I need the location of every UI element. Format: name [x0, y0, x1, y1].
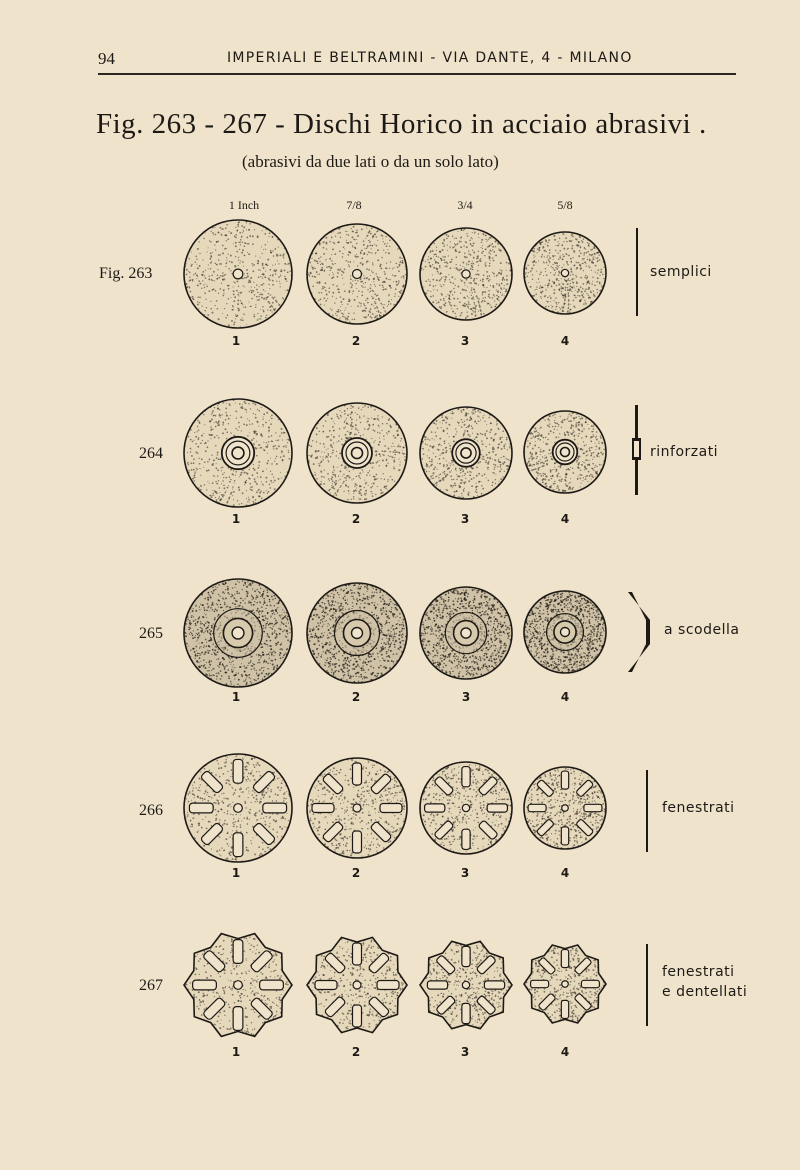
row-label-line: e dentellati	[662, 984, 748, 1000]
disc-number: 1	[231, 690, 241, 704]
size-label-4: 5/8	[557, 198, 573, 212]
running-head: IMPERIALI E BELTRAMINI - VIA DANTE, 4 - MILANO	[227, 50, 633, 66]
disc-number: 1	[231, 866, 241, 880]
disc-267-3	[418, 937, 514, 1033]
disc-265-1	[182, 577, 294, 689]
disc-266-1	[182, 752, 294, 864]
row-label-line: fenestrati	[662, 800, 735, 816]
disc-number: 4	[560, 1045, 570, 1059]
disc-267-4	[522, 941, 608, 1027]
disc-number: 1	[231, 334, 241, 348]
disc-number: 2	[351, 1045, 361, 1059]
size-label-1: 1 Inch	[228, 198, 260, 212]
disc-266-3	[418, 760, 514, 856]
fig-label-265: 265	[139, 625, 163, 642]
row-label-266	[662, 798, 735, 818]
disc-264-4	[522, 409, 608, 495]
disc-265-2	[305, 581, 409, 685]
header-rule	[98, 73, 736, 75]
disc-263-3	[418, 226, 514, 322]
fig-label-263: Fig. 263	[99, 265, 153, 282]
row-label-line: fenestrati	[662, 964, 735, 980]
row-label-267	[662, 962, 747, 1002]
disc-number: 4	[560, 866, 570, 880]
disc-number: 1	[231, 512, 241, 526]
disc-number: 3	[460, 866, 470, 880]
disc-number: 3	[460, 334, 470, 348]
disc-number: 2	[351, 512, 361, 526]
fig-label-266: 266	[139, 802, 163, 819]
profile-bar-fenestrati	[646, 770, 648, 852]
disc-264-1	[182, 397, 294, 509]
disc-265-4	[522, 589, 608, 675]
row-label-line: rinforzati	[650, 444, 719, 460]
disc-number: 2	[351, 866, 361, 880]
disc-number: 4	[560, 512, 570, 526]
disc-number: 2	[351, 334, 361, 348]
row-label-265	[664, 620, 739, 640]
profile-bar-dentellati	[646, 944, 648, 1026]
disc-264-3	[418, 405, 514, 501]
size-label-2: 7/8	[346, 198, 362, 212]
disc-number: 4	[560, 690, 570, 704]
profile-bar-semplici	[636, 228, 638, 316]
figure-title: Fig. 263 - 267 - Dischi Horico in acciaio abrasivi .	[96, 108, 707, 140]
disc-number: 3	[460, 512, 470, 526]
page-number: 94	[98, 49, 115, 68]
disc-265-3	[418, 585, 514, 681]
disc-263-2	[305, 222, 409, 326]
fig-label-264: 264	[139, 445, 163, 462]
profile-cup	[624, 590, 654, 674]
row-label-264	[650, 442, 718, 462]
disc-264-2	[305, 401, 409, 505]
disc-263-4	[522, 230, 608, 316]
disc-number: 1	[231, 1045, 241, 1059]
disc-266-2	[305, 756, 409, 860]
disc-267-2	[305, 933, 409, 1037]
row-label-line: a scodella	[664, 622, 740, 638]
row-label-line: semplici	[650, 264, 712, 280]
disc-number: 2	[351, 690, 361, 704]
disc-266-4	[522, 765, 608, 851]
row-label-263	[650, 262, 712, 282]
size-label-3: 3/4	[457, 198, 473, 212]
figure-subtitle: (abrasivi da due lati o da un solo lato)	[242, 152, 499, 171]
disc-263-1	[182, 218, 294, 330]
disc-267-1	[182, 929, 294, 1041]
disc-number: 4	[560, 334, 570, 348]
fig-label-267: 267	[139, 977, 163, 994]
profile-reinforced	[630, 405, 644, 495]
disc-number: 3	[460, 1045, 470, 1059]
disc-number: 3	[461, 690, 471, 704]
